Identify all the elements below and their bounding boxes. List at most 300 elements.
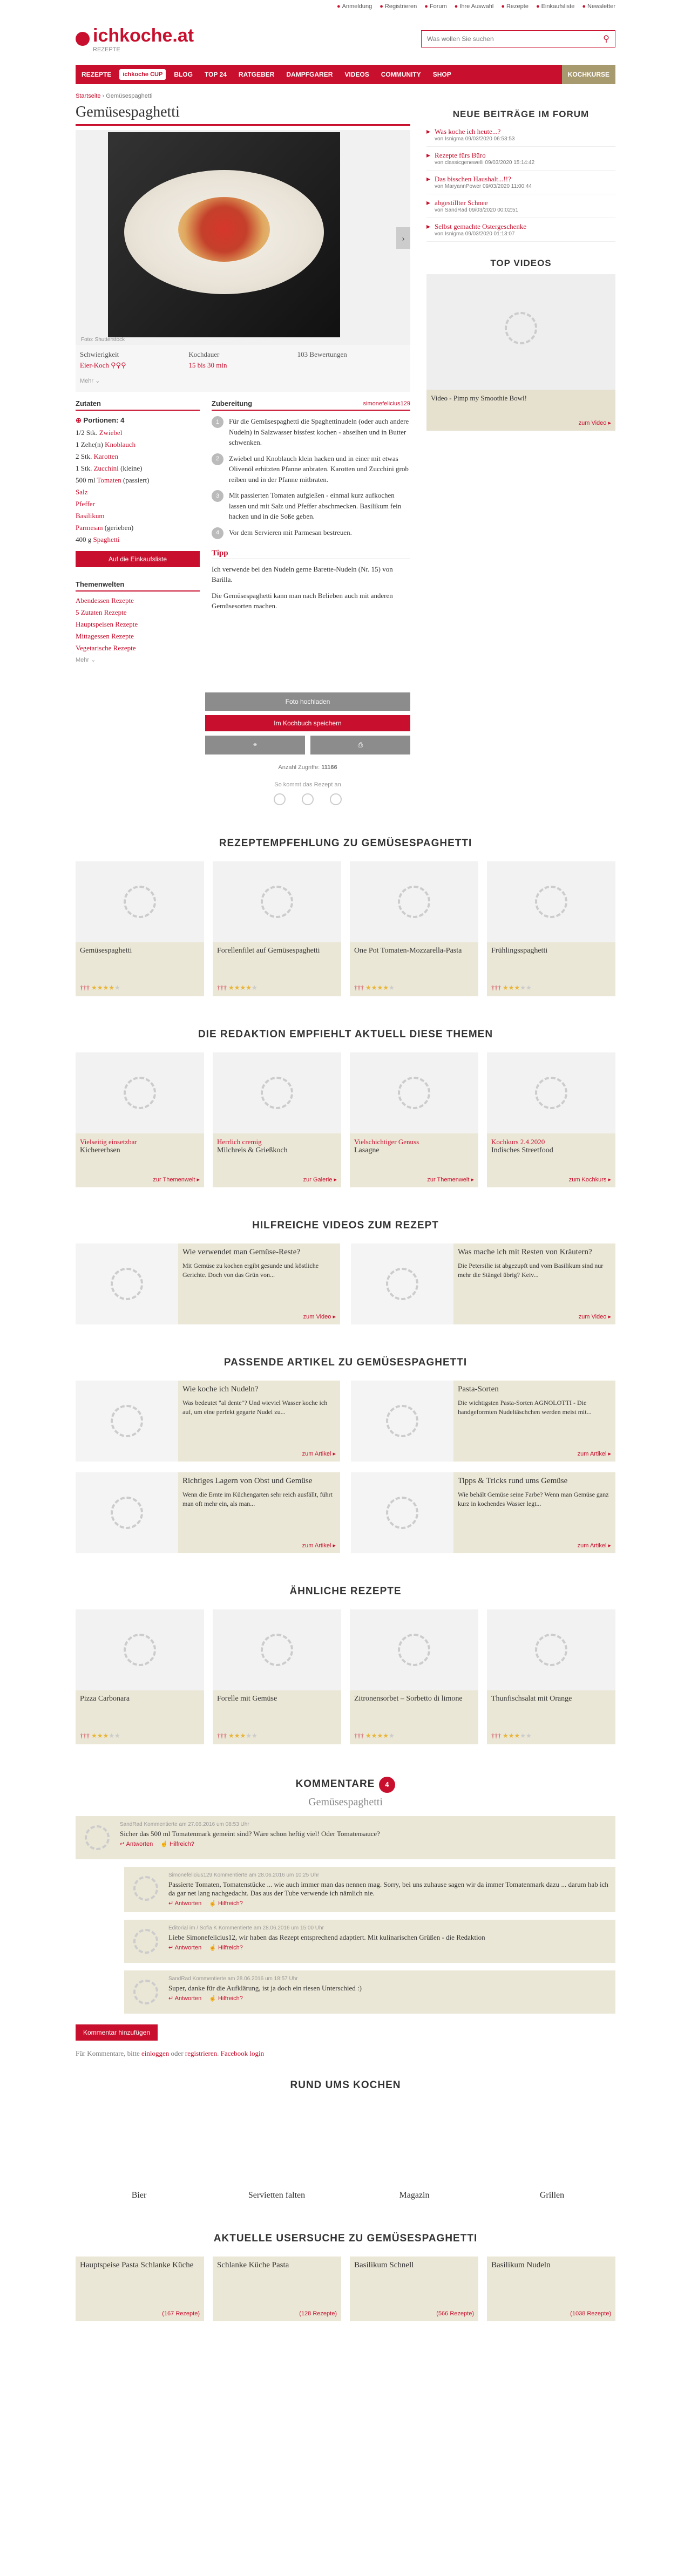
recipe-card-text: [350, 942, 478, 996]
video-excerpt: Mit Gemüse zu kochen ergibt gesunde und köstliche Gerichte. Doch von das Grün von...: [182, 1262, 319, 1279]
loading-icon: [124, 886, 156, 918]
forum-item-meta: von MaryannPower 09/03/2020 11:00:44: [435, 183, 532, 189]
nav-item-5[interactable]: DAMPFGARER: [286, 71, 333, 78]
user-search-card[interactable]: [350, 2256, 478, 2321]
topic-kicker: Vielschichtiger Genuss: [354, 1138, 419, 1146]
recipe-card-title[interactable]: One Pot Tomaten-Mozzarella-Pasta: [354, 947, 462, 955]
star-rating: ††† ★★★★★: [354, 984, 395, 991]
topic-link[interactable]: zur Themenwelt ▸: [153, 1177, 200, 1183]
forum-item[interactable]: [426, 171, 615, 194]
loading-icon: [133, 1876, 158, 1901]
video-caption: Video - Pimp my Smoothie Bowl! zum Video ▸: [426, 390, 615, 431]
main-nav: [76, 65, 615, 84]
loading-icon: [535, 1634, 567, 1666]
ingredient-item: [76, 486, 200, 498]
topic-title[interactable]: Indisches Streetfood: [491, 1146, 553, 1154]
article-link[interactable]: zum Artikel ▸: [577, 1542, 611, 1549]
article-title[interactable]: Richtiges Lagern von Obst und Gemüse: [182, 1477, 313, 1485]
loading-icon: [261, 1077, 293, 1109]
top-video[interactable]: [426, 274, 615, 431]
video-text: [453, 1243, 615, 1324]
recipe-card-image: [76, 1609, 204, 1690]
top-links: [76, 0, 615, 13]
top-link-1[interactable]: ● Registrieren: [380, 3, 417, 10]
article-title[interactable]: Tipps & Tricks rund ums Gemüse: [458, 1477, 568, 1485]
loading-icon: [386, 1405, 418, 1437]
prep-title: Zubereitung simonefelicius129: [212, 399, 410, 411]
tip-title: Tipp: [212, 549, 410, 559]
comment: [124, 1970, 615, 2014]
helpful-button[interactable]: ☝ Hilfreich?: [209, 1900, 243, 1907]
top-link-6[interactable]: ● Newsletter: [582, 3, 615, 10]
smiley-happy-icon[interactable]: [274, 793, 286, 805]
recipe-card-text: [487, 942, 615, 996]
recipe-card-text: [487, 1690, 615, 1744]
themes-title: Themenwelten: [76, 580, 200, 592]
loading-icon: [386, 1497, 418, 1529]
step-number: 2: [212, 453, 223, 465]
video-link[interactable]: zum Video ▸: [303, 1314, 336, 1320]
header: [76, 13, 615, 65]
article-image: [76, 1381, 178, 1462]
forum-item-title[interactable]: abgestillter Schnee: [435, 199, 488, 207]
user-search-count: (167 Rezepte): [162, 2310, 200, 2317]
forum-item[interactable]: [426, 194, 615, 218]
article-link[interactable]: zum Artikel ▸: [302, 1542, 336, 1549]
theme-link[interactable]: Hauptspeisen Rezepte: [76, 620, 138, 628]
recipe-card[interactable]: [350, 861, 478, 996]
forum-item-meta: von Isnigma 09/03/2020 01:13:07: [435, 231, 515, 237]
ingredient-name[interactable]: Tomaten: [97, 476, 121, 484]
comment-actions: [120, 1840, 380, 1847]
recipe-card-image: [487, 1609, 615, 1690]
comment-list: [76, 1816, 615, 2014]
smiley-sad-icon[interactable]: [330, 793, 342, 805]
forum-item[interactable]: [426, 218, 615, 242]
theme-link[interactable]: Mittagessen Rezepte: [76, 632, 134, 640]
recipe-card[interactable]: [487, 861, 615, 996]
register-link[interactable]: registrieren: [185, 2049, 218, 2057]
user-search-term: Basilikum Schnell: [354, 2261, 414, 2269]
theme-link[interactable]: Vegetarische Rezepte: [76, 644, 136, 652]
logo-sub: REZEPTE: [93, 46, 120, 53]
avatar: [130, 1925, 162, 1958]
login-hint: Für Kommentare, bitte einloggen oder registrieren. Facebook login: [76, 2049, 265, 2057]
forum-item-title[interactable]: Rezepte fürs Büro: [435, 151, 486, 159]
comments-subtitle: Gemüsespaghetti: [308, 1796, 383, 1808]
print-icon[interactable]: ⎙: [310, 736, 410, 755]
step-number: 1: [212, 416, 223, 428]
ingredient-name[interactable]: Knoblauch: [105, 440, 136, 448]
star-rating: ††† ★★★★★: [354, 1732, 395, 1739]
reply-icon: ↵: [168, 1995, 175, 2002]
comment-text: Liebe Simonefelicius12, wir haben das Rezept entsprechend adaptiert. Mit kulinarischen Grüßen - die Redaktion: [168, 1933, 485, 1941]
step-text: Vor dem Servieren mit Parmesan bestreuen.: [229, 528, 352, 536]
star-rating: ††† ★★★★★: [80, 1732, 120, 1739]
article-image: [76, 1472, 178, 1553]
topic-tile[interactable]: [489, 2103, 615, 2200]
loading-icon: [505, 312, 537, 344]
facebook-login-link[interactable]: Facebook login: [220, 2049, 265, 2057]
topic-tile[interactable]: [351, 2103, 478, 2200]
rate-question: So kommt das Rezept an: [274, 781, 341, 788]
login-link[interactable]: einloggen: [141, 2049, 170, 2057]
search-input[interactable]: [422, 31, 598, 47]
topic-tile-label: Servietten falten: [248, 2191, 306, 2200]
shopping-list-button[interactable]: Auf die Einkaufsliste: [76, 551, 200, 567]
spoon-icon: †††: [80, 984, 91, 991]
breadcrumb-current: Gemüsespaghetti: [106, 93, 153, 99]
topic-title[interactable]: Lasagne: [354, 1146, 380, 1154]
portions-icon: ⊕: [76, 416, 82, 424]
breadcrumb: Startseite › Gemüsespaghetti: [76, 93, 153, 99]
user-search-count: (566 Rezepte): [436, 2310, 474, 2317]
comment-text: Super, danke für die Aufklärung, ist ja doch ein riesen Unterschied :): [168, 1984, 362, 1992]
reply-button[interactable]: ↵ Antworten: [168, 1900, 202, 1907]
next-arrow-icon[interactable]: ›: [396, 227, 410, 249]
recipe-card[interactable]: [487, 1609, 615, 1744]
video-card[interactable]: [351, 1243, 615, 1324]
topic-link[interactable]: zur Galerie ▸: [303, 1177, 337, 1183]
video-title[interactable]: Was mache ich mit Resten von Kräutern?: [458, 1248, 592, 1256]
nav-item-4[interactable]: RATGEBER: [238, 71, 275, 78]
top-link-5[interactable]: ● Einkaufsliste: [536, 3, 575, 10]
ingredient-item: [76, 534, 200, 546]
article-text: [453, 1381, 615, 1462]
nav-item-3[interactable]: TOP 24: [204, 71, 227, 78]
thumbs-up-icon: ☝: [209, 1995, 218, 2002]
preparation: [212, 399, 410, 671]
spoon-icon: †††: [491, 984, 503, 991]
star-rating: ††† ★★★★★: [217, 1732, 258, 1739]
recipe-card-image: [76, 861, 204, 942]
ingredient-amount: 500 ml: [76, 476, 96, 484]
article-link[interactable]: zum Artikel ▸: [302, 1451, 336, 1457]
ingredients: [76, 399, 200, 671]
topic-kicker: Kochkurs 2.4.2020: [491, 1138, 545, 1146]
recipe-card[interactable]: [76, 861, 204, 996]
comment-actions: [168, 1900, 610, 1907]
share-icon[interactable]: ⚭: [205, 736, 305, 755]
recipe-card-title[interactable]: Gemüsespaghetti: [80, 947, 132, 955]
user-searches-title: AKTUELLE USERSUCHE ZU GEMÜSESPAGHETTI: [213, 2233, 478, 2244]
time-value: 15 bis 30 min: [188, 361, 227, 369]
ingredient-note: (kleine): [118, 464, 143, 472]
step-text: Für die Gemüsespaghetti die Spaghettinudeln (oder auch andere Nudeln) in Salzwasser bissfest kochen - abseihen und in Butter schwenken.: [229, 417, 409, 446]
topic-card[interactable]: [350, 1052, 478, 1187]
prep-step: [212, 453, 410, 485]
recipe-photo[interactable]: [108, 132, 340, 337]
prep-step: [212, 527, 410, 539]
loading-icon: [386, 1268, 418, 1300]
loading-icon: [398, 886, 430, 918]
article-title[interactable]: Pasta-Sorten: [458, 1385, 499, 1394]
helpful-button[interactable]: ☝ Hilfreich?: [209, 1945, 243, 1951]
search-icon[interactable]: ⚲: [603, 35, 609, 44]
loading-icon: [111, 1497, 143, 1529]
page: [76, 0, 615, 2343]
ingredient-name[interactable]: Salz: [76, 488, 88, 496]
spoon-icon: †††: [217, 984, 228, 991]
top-link-3[interactable]: ● Ihre Auswahl: [454, 3, 494, 10]
reply-button[interactable]: ↵ Antworten: [168, 1945, 202, 1951]
topic-tile[interactable]: [213, 2103, 340, 2200]
article-text: [178, 1381, 340, 1462]
themes-more-toggle[interactable]: Mehr ⌄: [76, 657, 96, 663]
recipe-card-title[interactable]: Forellenfilet auf Gemüsespaghetti: [217, 947, 320, 955]
article-card[interactable]: [76, 1472, 340, 1553]
topic-card-text: [213, 1133, 341, 1187]
ingredient-note: (gerieben): [103, 524, 134, 532]
thumbs-up-icon: ☝: [209, 1945, 218, 1951]
matching-articles: [76, 1357, 615, 1553]
article-title[interactable]: Wie koche ich Nudeln?: [182, 1385, 259, 1394]
article-link[interactable]: zum Artikel ▸: [577, 1451, 611, 1457]
recommendations: [76, 838, 615, 996]
tip-text-2: Die Gemüsespaghetti kann man nach Belieben auch mit anderen Gemüsesorten machen.: [212, 591, 393, 610]
portions-stepper[interactable]: ⊕ Portionen: 4: [76, 416, 125, 424]
thumbs-up-icon: ☝: [209, 1900, 218, 1907]
reply-button[interactable]: ↵ Antworten: [168, 1995, 202, 2002]
ingredient-name[interactable]: Spaghetti: [93, 535, 120, 543]
nav-item-9[interactable]: KOCHKURSE: [562, 65, 615, 84]
helpful-videos: [76, 1220, 615, 1324]
spoon-icon: [76, 32, 90, 46]
nav-item-2[interactable]: BLOG: [174, 71, 193, 78]
top-videos-title: TOP VIDEOS: [490, 258, 552, 268]
video-text: [178, 1243, 340, 1324]
avatar: [81, 1821, 113, 1854]
author-link[interactable]: simonefelicius129: [363, 400, 410, 407]
forum-list: [426, 123, 615, 242]
reply-icon: ↵: [168, 1945, 175, 1951]
article-excerpt: Wenn die Ernte im Küchengarten sehr reich ausfällt, führt man oft mehr ein, als man...: [182, 1491, 333, 1507]
comment: [124, 1867, 615, 1912]
user-search-card[interactable]: [76, 2256, 204, 2321]
around-cooking-title: RUND UMS KOCHEN: [290, 2079, 401, 2091]
ingredients-title: Zutaten: [76, 399, 200, 411]
video-link[interactable]: zum Video ▸: [578, 420, 611, 426]
recipe-main: [76, 104, 410, 805]
recipe-card-text: [76, 1690, 204, 1744]
comment-text: Passierte Tomaten, Tomatenstücke ... wie auch immer man das nennen mag. Sorry, bei uns zuhause sagen wir da immer Tomatenmark dazu ... darum hab ich da gar net lang nachgedacht. Das aus der Tube verwende ich nämlich nie.: [168, 1880, 608, 1897]
topic-link[interactable]: zur Themenwelt ▸: [427, 1177, 474, 1183]
ingredient-name[interactable]: Pfeffer: [76, 500, 95, 508]
recipe-card[interactable]: [76, 1609, 204, 1744]
article-card[interactable]: [76, 1381, 340, 1462]
video-title[interactable]: Wie verwendet man Gemüse-Reste?: [182, 1248, 301, 1256]
topic-card[interactable]: [487, 1052, 615, 1187]
topic-title[interactable]: Kichererbsen: [80, 1146, 120, 1154]
nav-item-0[interactable]: REZEPTE: [82, 71, 112, 78]
recipe-card-title[interactable]: Frühlingsspaghetti: [491, 947, 548, 955]
video-card[interactable]: [76, 1243, 340, 1324]
topic-card-image: [76, 1052, 204, 1133]
spoon-icon: †††: [80, 1732, 91, 1739]
recipe-card-text: [213, 942, 341, 996]
step-text: Zwiebel und Knoblauch klein hacken und in einer mit etwas Olivenöl erhitzten Pfanne anbraten. Karotten und Zucchini grob reiben und in der Pfanne mitbraten.: [229, 454, 409, 484]
spoon-icon: †††: [217, 1732, 228, 1739]
recipe-card-text: [213, 1690, 341, 1744]
ingredient-item: [76, 427, 200, 439]
article-excerpt: Wie behält Gemüse seine Farbe? Wenn man Gemüse ganz kurz in kochendes Wasser legt...: [458, 1491, 609, 1507]
recipe-card[interactable]: [350, 1609, 478, 1744]
top-link-0[interactable]: ● Anmeldung: [336, 3, 372, 10]
ingredient-name[interactable]: Parmesan: [76, 524, 103, 532]
search-box: [421, 30, 615, 47]
articles-title: PASSENDE ARTIKEL ZU GEMÜSESPAGHETTI: [223, 1357, 468, 1368]
difficulty-value: Eier-Koch ⚲⚲⚲: [80, 361, 126, 369]
user-search-count: (128 Rezepte): [299, 2310, 337, 2317]
chevron-down-icon: ⌄: [95, 378, 100, 384]
recipe-card[interactable]: [213, 861, 341, 996]
star-rating: ††† ★★★★★: [217, 984, 258, 991]
breadcrumb-home[interactable]: Startseite: [76, 93, 101, 99]
helpful-button[interactable]: ☝ Hilfreich?: [209, 1995, 243, 2002]
topic-tile-label: Grillen: [539, 2191, 565, 2200]
top-link-icon: ●: [582, 3, 586, 10]
user-search-card[interactable]: [213, 2256, 341, 2321]
recipe-card-image: [487, 861, 615, 942]
forum-item-meta: von SandRad 09/03/2020 00:02:51: [435, 207, 519, 213]
theme-link[interactable]: 5 Zutaten Rezepte: [76, 608, 127, 616]
article-image: [351, 1381, 453, 1462]
recipe-card-title[interactable]: Thunfischsalat mit Orange: [491, 1695, 572, 1703]
step-text: Mit passierten Tomaten aufgießen - einmal kurz aufkochen lassen und mit Salz und Pfeffer abschmecken. Basilikum fein hacken und in die Soße geben.: [229, 491, 402, 520]
ingredient-amount: 2 Stk.: [76, 452, 92, 460]
comment-count-badge: 4: [379, 1777, 395, 1793]
topic-card-image: [350, 1052, 478, 1133]
ingredient-amount: 1 Stk.: [76, 464, 92, 472]
topic-tile[interactable]: [76, 2103, 202, 2200]
top-link-4[interactable]: ● Rezepte: [501, 3, 529, 10]
recipe-card-text: [76, 942, 204, 996]
more-toggle[interactable]: Mehr ⌄: [76, 375, 410, 392]
comment-meta: Editorial im / Sofia K Kommentierte am 28.06.2016 um 15:00 Uhr: [168, 1925, 324, 1931]
click-counter: Anzahl Zugriffe: 11166: [278, 764, 337, 771]
recipe-card-image: [350, 1609, 478, 1690]
top-link-icon: ●: [501, 3, 505, 10]
rating-faces: [205, 793, 410, 805]
nav-item-6[interactable]: VIDEOS: [344, 71, 369, 78]
similar-recipes: [76, 1586, 615, 1744]
loading-icon: [124, 1077, 156, 1109]
star-rating: ††† ★★★★★: [80, 984, 120, 991]
article-text: [178, 1472, 340, 1553]
save-cookbook-button[interactable]: Im Kochbuch speichern: [205, 715, 410, 731]
user-search-card[interactable]: [487, 2256, 615, 2321]
helpful-button[interactable]: ☝ Hilfreich?: [160, 1841, 194, 1847]
ingredient-name[interactable]: Zucchini: [93, 464, 119, 472]
nav-item-7[interactable]: COMMUNITY: [381, 71, 421, 78]
chat-bubble-icon: ▸: [426, 128, 431, 136]
pasta-graphic: [178, 197, 270, 262]
comment-actions: [168, 1995, 362, 2002]
ingredient-amount: 400 g: [76, 535, 92, 543]
article-text: [453, 1472, 615, 1553]
forum-item-meta: von classicgenewelli 09/03/2020 15:14:42: [435, 160, 535, 166]
ingredient-item: [76, 522, 200, 534]
logo[interactable]: [76, 25, 194, 53]
smiley-neutral-icon[interactable]: [302, 793, 314, 805]
step-number: 4: [212, 527, 223, 539]
ingredient-list: [76, 427, 200, 546]
topic-card-text: [487, 1133, 615, 1187]
article-card[interactable]: [351, 1472, 615, 1553]
recipe-card-text: [350, 1690, 478, 1744]
ingredient-item: [76, 474, 200, 486]
logo-text: ichkoche.at: [93, 25, 194, 46]
forum-item-title[interactable]: Was koche ich heute...?: [435, 127, 501, 135]
user-searches: [76, 2233, 615, 2321]
topic-title[interactable]: Milchreis & Grießkoch: [217, 1146, 288, 1154]
reply-button[interactable]: ↵ Antworten: [120, 1841, 153, 1847]
theme-link[interactable]: Abendessen Rezepte: [76, 596, 134, 604]
topic-card[interactable]: [76, 1052, 204, 1187]
comment-meta: Simonefelicius129 Kommentierte am 28.06.2016 um 10:25 Uhr: [168, 1872, 320, 1878]
video-link[interactable]: zum Video ▸: [578, 1314, 611, 1320]
page-title: Gemüsespaghetti: [76, 104, 410, 126]
topic-kicker: Vielseitig einsetzbar: [80, 1138, 137, 1146]
ingredient-item: [76, 498, 200, 510]
ingredient-amount: 1 Zehe(n): [76, 440, 103, 448]
video-excerpt: Die Petersilie ist abgezupft und vom Basilikum sind nur mehr die Stängel übrig? Keiv...: [458, 1262, 604, 1279]
top-link-2[interactable]: ● Forum: [424, 3, 447, 10]
recipe-card-image: [350, 861, 478, 942]
upload-photo-button[interactable]: Foto hochladen: [205, 692, 410, 711]
recipe-card-title[interactable]: Forelle mit Gemüse: [217, 1695, 277, 1703]
forum-item[interactable]: [426, 123, 615, 147]
article-card[interactable]: [351, 1381, 615, 1462]
step-list: [212, 416, 410, 539]
ingredient-note: (passiert): [121, 476, 150, 484]
avatar: [130, 1976, 162, 2008]
add-comment-button[interactable]: Kommentar hinzufügen: [76, 2024, 158, 2041]
topic-link[interactable]: zum Kochkurs ▸: [568, 1177, 611, 1183]
thumbs-up-icon: ☝: [160, 1841, 170, 1847]
nav-item-8[interactable]: SHOP: [432, 71, 451, 78]
topic-card[interactable]: [213, 1052, 341, 1187]
ratings-count[interactable]: 103 Bewertungen: [297, 350, 347, 358]
recipe-card-title[interactable]: Zitronensorbet – Sorbetto di limone: [354, 1695, 463, 1703]
recipe-card-image: [213, 861, 341, 942]
topic-tile-label: Magazin: [399, 2191, 430, 2200]
tip: [212, 549, 410, 611]
loading-icon: [398, 1077, 430, 1109]
ingredient-item: [76, 463, 200, 474]
editorial-topics: [76, 1029, 615, 1187]
loading-icon: [85, 1825, 110, 1850]
loading-icon: [535, 1077, 567, 1109]
forum-item[interactable]: [426, 147, 615, 171]
comment-meta: SandRad Kommentierte am 27.06.2016 um 08:53 Uhr: [120, 1821, 249, 1827]
ingredient-name[interactable]: Zwiebel: [99, 429, 123, 437]
ingredient-name[interactable]: Basilikum: [76, 512, 105, 520]
top-link-icon: ●: [336, 3, 341, 10]
forum-item-title[interactable]: Selbst gemachte Ostergeschenke: [435, 222, 527, 230]
nav-item-1[interactable]: ichkoche CUP: [119, 69, 166, 80]
sidebar: [426, 104, 615, 805]
recipe-card-title[interactable]: Pizza Carbonara: [80, 1695, 130, 1703]
forum-item-title[interactable]: Das bisschen Haushalt...!!?: [435, 175, 511, 183]
ingredient-name[interactable]: Karotten: [93, 452, 119, 460]
topic-card-image: [487, 1052, 615, 1133]
recipe-card[interactable]: [213, 1609, 341, 1744]
recommendations-title: REZEPTEMPFEHLUNG ZU GEMÜSESPAGHETTI: [219, 838, 472, 849]
user-search-term: Hauptspeise Pasta Schlanke Küche: [80, 2261, 194, 2269]
difficulty-label: Schwierigkeit: [80, 350, 119, 358]
comment: [76, 1816, 615, 1859]
